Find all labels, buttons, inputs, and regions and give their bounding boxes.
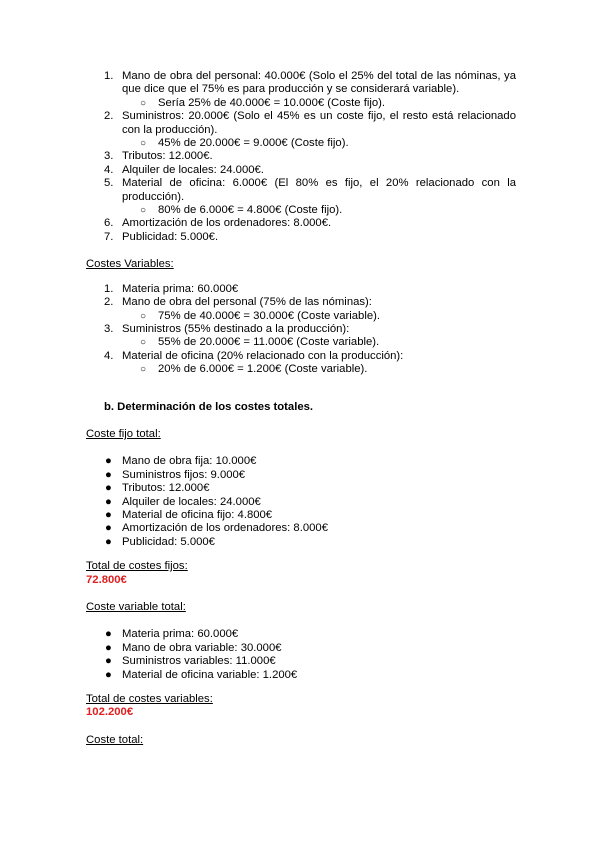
document-page [86, 70, 516, 747]
item-text: Material de oficina (20% relacionado con la producción): [122, 349, 404, 362]
sub-item [86, 137, 516, 150]
section-b-heading: b. Determinación de los costes totales. [104, 400, 314, 413]
item-text: Tributos: 12.000€ [122, 482, 210, 495]
sub-item-text: 80% de 6.000€ = 4.800€ (Coste fijo). [158, 204, 343, 217]
variable-costs-list [86, 350, 516, 363]
item-text: Alquiler de locales: 24.000€ [122, 495, 261, 508]
item-text: Mano de obra fija: 10.000€ [122, 455, 257, 468]
list-item [86, 283, 516, 296]
item-text: Suministros fijos: 9.000€ [122, 468, 246, 481]
sub-list [86, 363, 516, 376]
item-number: 1. [104, 70, 114, 82]
list-item [86, 150, 516, 163]
circle-bullet-icon: ○ [140, 138, 147, 150]
bullet-icon: ● [105, 535, 112, 548]
item-text: Materia prima: 60.000€ [122, 282, 239, 295]
sub-item-text: 45% de 20.000€ = 9.000€ (Coste fijo). [158, 137, 349, 150]
fixed-sum-value: 72.800€ [86, 573, 127, 586]
sub-item-text: Sería 25% de 40.000€ = 10.000€ (Coste fijo). [158, 96, 386, 109]
fixed-sum-label: Total de costes fijos: [86, 560, 188, 573]
variable-costs-list [86, 323, 516, 336]
circle-bullet-icon: ○ [140, 205, 147, 217]
list-item [86, 642, 516, 655]
list-item [86, 469, 516, 482]
bullet-icon: ● [105, 641, 112, 654]
list-item [86, 455, 516, 468]
list-item [86, 522, 516, 535]
list-item [86, 669, 516, 682]
item-text: Material de oficina variable: 1.200€ [122, 668, 298, 681]
sub-item-text: 20% de 6.000€ = 1.200€ (Coste variable). [158, 363, 368, 376]
bullet-icon: ● [105, 655, 112, 668]
bullet-icon: ● [105, 668, 112, 681]
fixed-costs-list [86, 70, 516, 97]
list-item [86, 296, 516, 309]
item-number: 5. [104, 177, 114, 190]
item-text: Publicidad: 5.000€ [122, 535, 215, 548]
sub-list [86, 97, 516, 110]
variable-costs-heading: Costes Variables: [86, 258, 174, 271]
fixed-costs-list [86, 110, 516, 137]
list-item [86, 164, 516, 177]
item-text: Amortización de los ordenadores: 8.000€. [122, 217, 332, 230]
list-item [86, 509, 516, 522]
circle-bullet-icon: ○ [140, 97, 147, 109]
item-text: Suministros variables: 11.000€ [122, 655, 276, 668]
item-text: Material de oficina: 6.000€ (El 80% es fijo, el 20% relacionado con la producción). [122, 177, 516, 203]
item-number: 6. [104, 217, 114, 230]
bullet-icon: ● [105, 522, 112, 535]
item-text: Suministros: 20.000€ (Solo el 45% es un coste fijo, el resto está relacionado con la producción). [122, 110, 516, 136]
item-text: Materia prima: 60.000€ [122, 628, 239, 641]
item-number: 4. [104, 349, 114, 362]
sub-list [86, 336, 516, 349]
item-number: 7. [104, 230, 114, 243]
sub-item [86, 97, 516, 110]
variable-costs-list [86, 283, 516, 310]
bullet-icon: ● [105, 628, 112, 641]
item-text: Amortización de los ordenadores: 8.000€ [122, 522, 328, 535]
sub-item [86, 310, 516, 323]
bullet-icon: ● [105, 455, 112, 468]
item-number: 3. [104, 322, 114, 335]
sub-list [86, 204, 516, 217]
item-number: 4. [104, 163, 114, 176]
item-text: Mano de obra del personal: 40.000€ (Solo el 25% del total de las nóminas, ya que dice que el 75% es para producción y se considerará variable). [122, 70, 516, 96]
item-number: 2. [104, 296, 114, 309]
total-cost-heading: Coste total: [86, 733, 144, 746]
list-item [86, 536, 516, 549]
variable-sum-value: 102.200€ [86, 706, 134, 719]
list-item [86, 323, 516, 336]
list-item [86, 655, 516, 668]
circle-bullet-icon: ○ [140, 364, 147, 376]
list-item [86, 496, 516, 509]
list-item [86, 217, 516, 230]
sub-item-text: 75% de 40.000€ = 30.000€ (Coste variable). [158, 309, 381, 322]
item-text: Tributos: 12.000€. [122, 150, 213, 163]
item-text: Material de oficina fijo: 4.800€ [122, 508, 273, 521]
bullet-icon: ● [105, 468, 112, 481]
list-item [86, 110, 516, 137]
item-number: 3. [104, 150, 114, 163]
variable-sum-label: Total de costes variables: [86, 693, 213, 706]
bullet-icon: ● [105, 482, 112, 495]
item-text: Mano de obra del personal (75% de las nóminas): [122, 296, 372, 309]
circle-bullet-icon: ○ [140, 310, 147, 322]
list-item [86, 628, 516, 641]
item-text: Mano de obra variable: 30.000€ [122, 641, 282, 654]
sub-list [86, 310, 516, 323]
sub-list [86, 137, 516, 150]
sub-item-text: 55% de 20.000€ = 11.000€ (Coste variable). [158, 336, 380, 349]
variable-total-heading: Coste variable total: [86, 601, 186, 613]
sub-item [86, 204, 516, 217]
fixed-total-list [86, 455, 516, 549]
list-item [86, 70, 516, 97]
circle-bullet-icon: ○ [140, 337, 147, 349]
fixed-costs-list [86, 150, 516, 204]
item-number: 2. [104, 110, 114, 123]
fixed-total-heading: Coste fijo total: [86, 427, 161, 440]
item-text: Publicidad: 5.000€. [122, 230, 219, 243]
list-item [86, 177, 516, 204]
item-text: Alquiler de locales: 24.000€. [122, 163, 264, 176]
bullet-icon: ● [105, 495, 112, 508]
sub-item [86, 363, 516, 376]
fixed-costs-list [86, 217, 516, 244]
item-number: 1. [104, 282, 114, 295]
item-text: Suministros (55% destinado a la producción): [122, 322, 350, 335]
list-item [86, 231, 516, 244]
list-item [86, 350, 516, 363]
list-item [86, 482, 516, 495]
variable-total-list [86, 628, 516, 682]
sub-item [86, 336, 516, 349]
bullet-icon: ● [105, 508, 112, 521]
